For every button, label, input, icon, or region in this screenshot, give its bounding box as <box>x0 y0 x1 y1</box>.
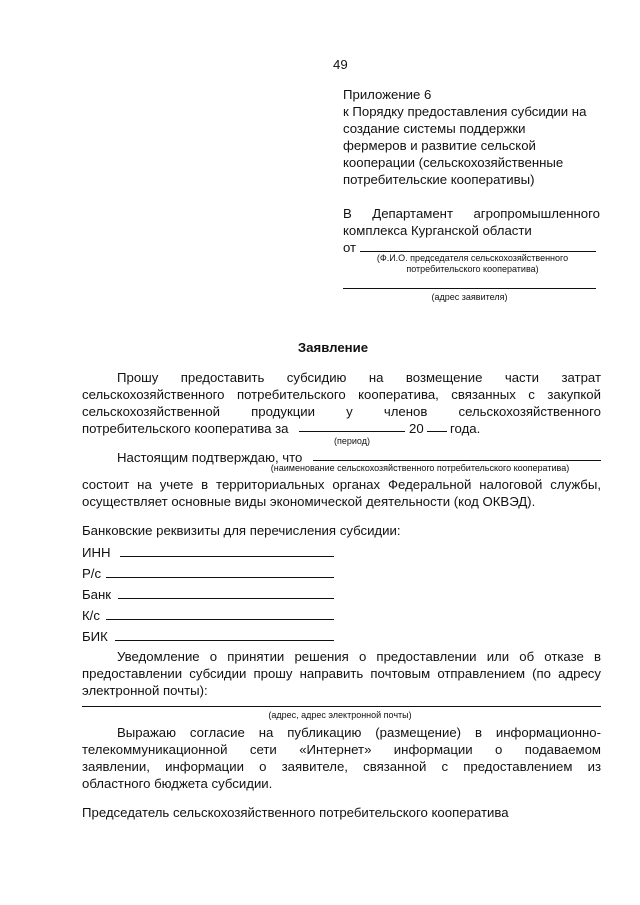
from-label: от <box>343 240 357 255</box>
page-number: 49 <box>333 57 348 72</box>
appendix-line: фермеров и развитие сельской <box>343 138 536 153</box>
document-heading: Заявление <box>297 340 369 355</box>
addressee-line-2: комплекса Курганской области <box>343 223 532 238</box>
year-field-line[interactable] <box>427 431 447 432</box>
inn-field-line[interactable] <box>120 556 334 557</box>
address-hint: (адрес заявителя) <box>431 292 508 302</box>
account-label: Р/с <box>82 566 102 581</box>
notification-line-1: Уведомление о принятии решения о предоставлении или об отказе в <box>117 649 601 664</box>
address-field-line[interactable] <box>343 288 596 289</box>
consent-line-3: заявлении, информации о заявителе, связанной с предоставлением из <box>82 759 601 774</box>
account-field-line[interactable] <box>106 577 334 578</box>
confirm-line-1: Настоящим подтверждаю, что <box>117 450 303 465</box>
appendix-line: потребительские кооперативы) <box>343 172 535 187</box>
year-prefix: 20 <box>409 421 424 436</box>
request-line-4-a: потребительского кооператива за <box>82 421 289 436</box>
confirm-line-2: состоит на учете в территориальных органах Федеральной налоговой службы, <box>82 477 601 492</box>
signature-label: Председатель сельскохозяйственного потребительского кооператива <box>82 805 509 820</box>
notification-line-2: предоставлении субсидии прошу направить почтовым отправлением (по адресу <box>82 666 601 681</box>
year-suffix: года. <box>450 421 481 436</box>
appendix-line: к Порядку предоставления субсидии на <box>343 104 587 119</box>
fio-hint: (Ф.И.О. председателя сельскохозяйственного потребительского кооператива) <box>376 253 569 274</box>
email-address-field-line[interactable] <box>82 706 601 707</box>
appendix-title: Приложение 6 <box>343 87 432 102</box>
request-line-1: Прошу предоставить субсидию на возмещение части затрат <box>117 370 601 385</box>
bank-label: Банк <box>82 587 112 602</box>
consent-line-4: областного бюджета субсидии. <box>82 776 273 791</box>
consent-line-2: телекоммуникационной сети «Интернет» информации о подаваемом <box>82 742 601 757</box>
bik-field-line[interactable] <box>115 640 334 641</box>
period-hint: (период) <box>334 436 370 446</box>
bik-label: БИК <box>82 629 108 644</box>
corr-account-field-line[interactable] <box>106 619 334 620</box>
corr-account-label: К/с <box>82 608 100 623</box>
inn-label: ИНН <box>82 545 111 560</box>
notification-line-3: электронной почты): <box>82 683 208 698</box>
appendix-line: создание системы поддержки <box>343 121 526 136</box>
email-address-hint: (адрес, адрес электронной почты) <box>268 710 412 720</box>
from-field-line[interactable] <box>360 251 596 252</box>
confirm-line-3: осуществляет основные виды экономической деятельности (код ОКВЭД). <box>82 494 536 509</box>
appendix-line: кооперации (сельскохозяйственные <box>343 155 564 170</box>
appendix-block <box>343 86 605 188</box>
bank-field-line[interactable] <box>118 598 334 599</box>
request-line-2: сельскохозяйственного потребительского кооператива, связанных с закупкой <box>82 387 601 402</box>
addressee-line-1: В Департамент агропромышленного <box>343 206 600 221</box>
cooperative-name-hint: (наименование сельскохозяйственного потребительского кооператива) <box>270 463 570 473</box>
bank-title: Банковские реквизиты для перечисления субсидии: <box>82 523 401 538</box>
consent-line-1: Выражаю согласие на публикацию (размещение) в информационно- <box>117 725 601 740</box>
cooperative-name-field-line[interactable] <box>313 460 601 461</box>
period-field-line[interactable] <box>299 431 405 432</box>
request-line-3: сельскохозяйственной продукции у членов сельскохозяйственного <box>82 404 601 419</box>
